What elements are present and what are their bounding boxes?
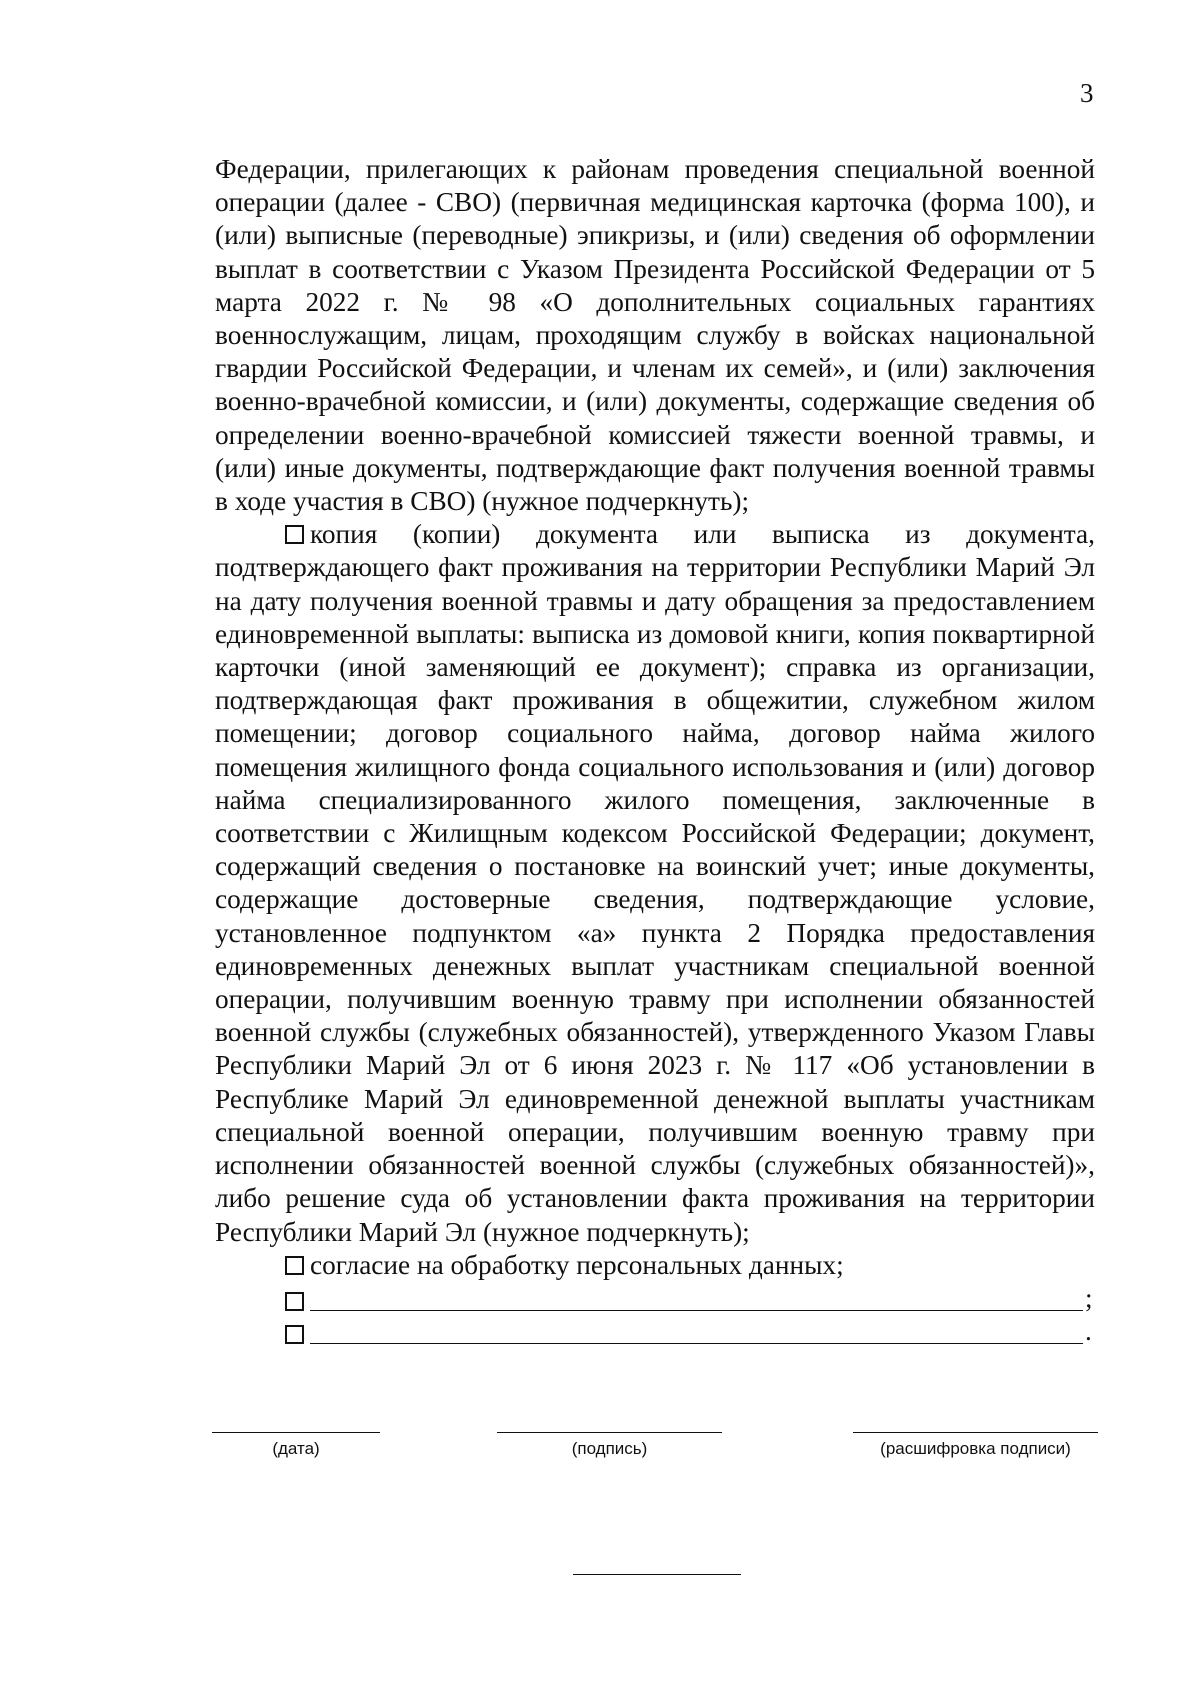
signature-caption: (подпись) — [571, 1439, 648, 1458]
closing-rule — [573, 1574, 741, 1575]
signature-field — [497, 1418, 722, 1460]
blank-item-1 — [285, 1282, 1095, 1315]
paragraph-continuation: Федерации, прилегающих к районам проведения специальной военной операции (далее - СВО) (первичная медицинская карточка (форма 100), и (или) выписные (переводные) эпикризы, и (или) сведения об оформлении выплат в соответствии с Указом Президента Российской Федерации от 5 марта 2022 г. № 98 «О дополнительных социальных гарантиях военнослужащим, лицам, проходящим службу в войсках национальной гвардии Российской Федерации, и членам их семей», и (или) заключения военно-врачебной комиссии, и (или) документы, содержащие сведения об определении военно-врачебной комиссией тяжести военной травмы, и (или) иные документы, подтверждающие факт получения военной травмы в ходе участия в СВО) (нужное подчеркнуть); — [215, 154, 1095, 517]
residence-docs-text: копия (копии) документа или выписка из документа, подтверждающего факт проживания на территории Республики Марий Эл на дату получения военной травмы и дату обращения за предоставлением единовременной выплаты: выписка из домовой книги, копия поквартирной карточки (иной заменяющий ее документ); справка из организации, подтверждающая факт проживания в общежитии, служебном жилом помещении; договор социального найма, договор найма жилого помещения жилищного фонда социального использования и (или) договор найма специализированного жилого помещения, заключенные в соответствии с Жилищным кодексом Российской Федерации; документ, содержащий сведения о постановке на воинский учет; иные документы, содержащие достоверные сведения, подтверждающие условие, установленное подпунктом «а» пункта 2 Порядка предоставления единовременных денежных выплат участникам специальной военной операции, получившим военную травму при исполнении обязанностей военной службы (служебных обязанностей), утвержденного Указом Главы Республики Марий Эл от 6 июня 2023 г. № 117 «Об установлении в Республике Марий Эл единовременной денежной выплаты участникам специальной военной операции, получившим военную травму при исполнении обязанностей военной службы (служебных обязанностей)», либо решение суда об установлении факта проживания на территории Республики Марий Эл (нужное подчеркнуть); — [215, 519, 1095, 1247]
blank-fill-line-1[interactable] — [310, 1284, 1083, 1311]
date-line[interactable] — [212, 1418, 380, 1433]
date-caption: (дата) — [272, 1439, 320, 1458]
document-body — [215, 153, 1095, 1348]
blank-item-2-punctuation: . — [1085, 1316, 1092, 1347]
decoding-line[interactable] — [853, 1418, 1098, 1433]
blank-fill-line-2[interactable] — [310, 1317, 1083, 1344]
page-number: 3 — [1080, 78, 1094, 108]
decoding-caption: (расшифровка подписи) — [880, 1439, 1071, 1458]
checkbox-blank-1[interactable] — [285, 1292, 304, 1311]
paragraph-consent — [215, 1249, 1095, 1282]
checkbox-blank-2[interactable] — [285, 1325, 304, 1344]
date-field — [212, 1418, 380, 1460]
signature-block — [0, 1418, 1200, 1478]
blank-item-1-punctuation: ; — [1085, 1282, 1093, 1313]
signature-line[interactable] — [497, 1418, 722, 1433]
blank-item-2 — [285, 1315, 1095, 1348]
decoding-field — [853, 1418, 1098, 1460]
consent-text: согласие на обработку персональных данных; — [310, 1249, 844, 1280]
checkbox-residence-docs[interactable] — [285, 525, 304, 544]
checkbox-consent[interactable] — [285, 1256, 304, 1275]
paragraph-residence-docs — [215, 518, 1095, 1248]
